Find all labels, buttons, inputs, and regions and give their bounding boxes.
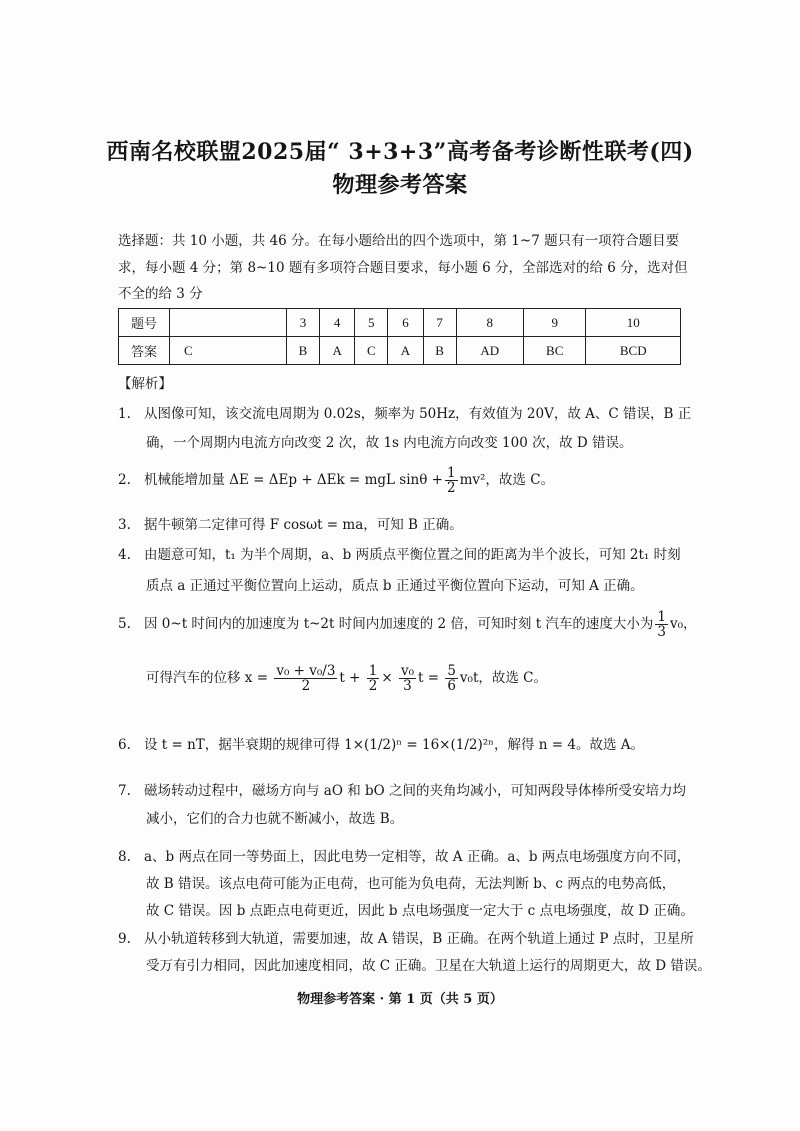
answer-cell: A <box>388 337 423 365</box>
intro-line: 不全的给 3 分 <box>118 286 203 302</box>
question-number: 10 <box>586 309 681 337</box>
question-number: 6 <box>388 309 423 337</box>
row-label: 答案 <box>119 337 170 365</box>
question-number: 7 <box>423 309 456 337</box>
analysis-label: 【解析】 <box>118 376 172 392</box>
item-8-line2: 故 B 错误。该点电荷可能为正电荷，也可能为负电荷，无法判断 b、c 两点的电势高低， <box>146 876 676 892</box>
question-number: 9 <box>523 309 585 337</box>
fraction: $\frac{1}{2}$ <box>446 465 456 496</box>
doc-subtitle: 物理参考答案 <box>332 172 468 198</box>
answer-cell: AD <box>456 337 523 365</box>
answer-cell: C <box>355 337 388 365</box>
table-row-answers <box>119 337 681 365</box>
item-4: 4. 由题意可知，t₁ 为半个周期，a、b 两质点平衡位置之间的距离为半个波长，可知 2t₁ 时刻 <box>118 547 681 563</box>
item-5: 5. 因 0~t 时间内的加速度为 t~2t 时间内加速度的 2 倍，可知时刻 t 汽车的速度大小为 $\frac{1}{3}$ v₀， <box>118 609 697 640</box>
answer-cell: BC <box>523 337 585 365</box>
fraction: $\frac{5}{6}$ <box>447 663 456 694</box>
item-8: 8. a、b 两点在同一等势面上，因此电势一定相等，故 A 正确。a、b 两点电场强度方向不同， <box>118 849 691 865</box>
fraction: $\frac{\text{v₀}}{3}$ <box>400 663 414 694</box>
item-1-line2: 确，一个周期内电流方向改变 2 次，故 1s 内电流方向改变 100 次，故 D 错误。 <box>146 435 633 451</box>
item-2: 2. 机械能增加量 ΔE = ΔEp + ΔEk = mgL sinθ + $\frac{1}{2}$ mv²，故选 C。 <box>118 465 555 496</box>
doc-title: 西南名校联盟2025届“ 3+3+3”高考备考诊断性联考(四) <box>106 139 694 165</box>
item-7-line2: 减小，它们的合力也就不断减小，故选 B。 <box>146 811 404 827</box>
fraction: $\frac{1}{2}$ <box>368 663 378 694</box>
question-number: 4 <box>319 309 354 337</box>
answer-cell: BCD <box>586 337 681 365</box>
item-6: 6. 设 t = nT，据半衰期的规律可得 1×(1/2)ⁿ = 16×(1/2)²ⁿ，解得 n = 4。故选 A。 <box>118 737 645 753</box>
question-number: 8 <box>456 309 523 337</box>
fraction: $\frac{1}{3}$ <box>657 609 667 640</box>
item-3: 3. 据牛顿第二定律可得 F cosωt = ma，可知 B 正确。 <box>118 517 463 533</box>
item-5-line2: 可得汽车的位移 x = $\frac{\text{v₀ + v₀/3}}{2}$ t + $\frac{1}{2}$ × $\frac{\text{v₀}}{3}$ t = $\frac{5}{6}$ v₀t，故选 C。 <box>146 663 548 694</box>
item-9-line2: 受万有引力相同，因此加速度相同，故 C 正确。卫星在大轨道上运行的周期更大，故 D 错误。 <box>146 958 711 974</box>
item-8-line3: 故 C 错误。因 b 点距点电荷更近，因此 b 点电场强度一定大于 c 点电场强度，故 D 正确。 <box>146 903 694 919</box>
page-footer: 物理参考答案 · 第 1 页（共 5 页） <box>297 992 503 1007</box>
answer-table <box>118 308 681 365</box>
intro-line: 求，每小题 4 分；第 8~10 题有多项符合题目要求，每小题 6 分，全部选对的给 6 分，选对但 <box>118 260 688 276</box>
intro-line: 选择题：共 10 小题，共 46 分。在每小题给出的四个选项中，第 1~7 题只有一项符合题目要 <box>118 233 680 249</box>
answer-cell: B <box>287 337 320 365</box>
obscured-answer: C <box>170 337 287 365</box>
question-number: 3 <box>287 309 320 337</box>
question-number: 5 <box>355 309 388 337</box>
item-9: 9. 从小轨道转移到大轨道，需要加速，故 A 错误，B 正确。在两个轨道上通过 P 点时，卫星所 <box>118 931 694 947</box>
obscured-cell <box>170 309 287 337</box>
answer-cell: A <box>319 337 354 365</box>
item-7: 7. 磁场转动过程中，磁场方向与 aO 和 bO 之间的夹角均减小，可知两段导体棒所受安培力均 <box>118 783 686 799</box>
item-4-line2: 质点 a 正通过平衡位置向上运动，质点 b 正通过平衡位置向下运动，可知 A 正确。 <box>146 578 644 594</box>
item-1: 1. 从图像可知，该交流电周期为 0.02s，频率为 50Hz，有效值为 20V，故 A、C 错误，B 正 <box>118 406 692 422</box>
row-label: 题号 <box>119 309 170 337</box>
table-row-numbers <box>119 309 681 337</box>
fraction: $\frac{\text{v₀ + v₀/3}}{2}$ <box>276 663 336 694</box>
answer-cell: B <box>423 337 456 365</box>
